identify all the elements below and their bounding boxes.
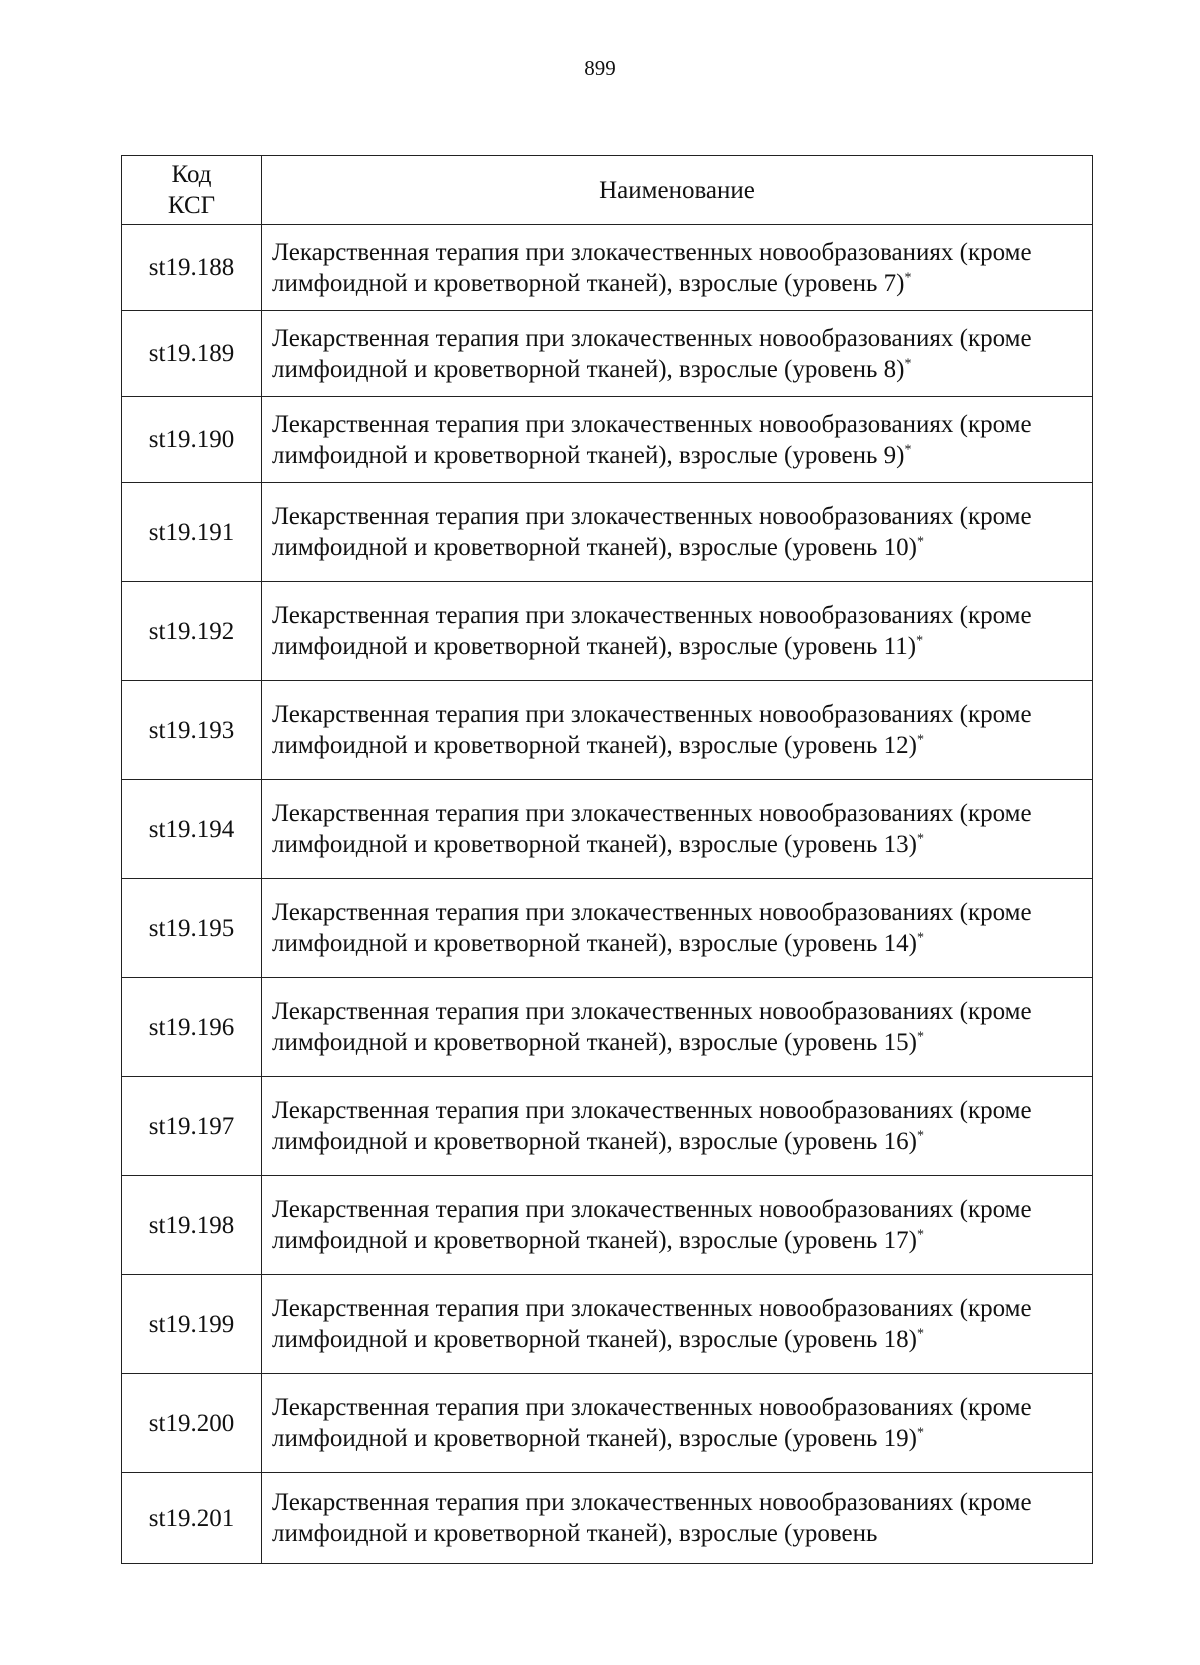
page-number: 899 xyxy=(584,56,616,80)
footnote-mark: * xyxy=(904,270,912,286)
row-code: st19.196 xyxy=(122,978,262,1077)
table-row xyxy=(122,1077,1093,1176)
row-name-text: Лекарственная терапия при злокачественных новообразованиях (кроме лимфоидной и кроветворной тканей), взрослые (уровень 14) xyxy=(272,899,1032,957)
row-name xyxy=(262,780,1093,879)
row-name-text: Лекарственная терапия при злокачественных новообразованиях (кроме лимфоидной и кроветворной тканей), взрослые (уровень xyxy=(272,1489,1032,1547)
row-name-text: Лекарственная терапия при злокачественных новообразованиях (кроме лимфоидной и кроветворной тканей), взрослые (уровень 13) xyxy=(272,800,1032,858)
footnote-mark: * xyxy=(916,633,924,649)
row-code: st19.198 xyxy=(122,1176,262,1275)
row-code: st19.200 xyxy=(122,1374,262,1473)
row-name-text: Лекарственная терапия при злокачественных новообразованиях (кроме лимфоидной и кроветворной тканей), взрослые (уровень 18) xyxy=(272,1295,1032,1353)
footnote-mark: * xyxy=(917,1227,924,1243)
row-code: st19.201 xyxy=(122,1473,262,1564)
row-code: st19.193 xyxy=(122,681,262,780)
table-row xyxy=(122,397,1093,483)
row-name-text: Лекарственная терапия при злокачественных новообразованиях (кроме лимфоидной и кроветворной тканей), взрослые (уровень 11) xyxy=(272,602,1032,660)
footnote-mark: * xyxy=(917,534,924,550)
row-name-text: Лекарственная терапия при злокачественных новообразованиях (кроме лимфоидной и кроветворной тканей), взрослые (уровень 8) xyxy=(272,324,1032,383)
footnote-mark: * xyxy=(917,1029,924,1045)
footnote-mark: * xyxy=(917,1425,924,1441)
row-name xyxy=(262,1374,1093,1473)
table-row xyxy=(122,978,1093,1077)
row-name xyxy=(262,397,1093,483)
table-row xyxy=(122,780,1093,879)
row-code: st19.188 xyxy=(122,225,262,311)
row-code: st19.197 xyxy=(122,1077,262,1176)
ksg-table xyxy=(121,155,1093,1564)
row-code: st19.192 xyxy=(122,582,262,681)
row-name-text: Лекарственная терапия при злокачественных новообразованиях (кроме лимфоидной и кроветворной тканей), взрослые (уровень 15) xyxy=(272,998,1032,1056)
row-name-text: Лекарственная терапия при злокачественных новообразованиях (кроме лимфоидной и кроветворной тканей), взрослые (уровень 17) xyxy=(272,1196,1032,1254)
row-name-text: Лекарственная терапия при злокачественных новообразованиях (кроме лимфоидной и кроветворной тканей), взрослые (уровень 7) xyxy=(272,238,1032,297)
table-header-row xyxy=(122,156,1093,225)
header-code xyxy=(122,156,262,225)
row-name xyxy=(262,1176,1093,1275)
header-code-line2: КСГ xyxy=(167,192,216,219)
row-name xyxy=(262,681,1093,780)
footnote-mark: * xyxy=(917,732,924,748)
footnote-mark: * xyxy=(904,442,912,458)
row-code: st19.195 xyxy=(122,879,262,978)
row-name-text: Лекарственная терапия при злокачественных новообразованиях (кроме лимфоидной и кроветворной тканей), взрослые (уровень 12) xyxy=(272,701,1032,759)
table-row xyxy=(122,311,1093,397)
table-row xyxy=(122,1473,1093,1564)
row-code: st19.194 xyxy=(122,780,262,879)
header-name: Наименование xyxy=(262,156,1093,225)
row-code: st19.191 xyxy=(122,483,262,582)
row-name xyxy=(262,978,1093,1077)
row-name xyxy=(262,1473,1093,1564)
row-name-text: Лекарственная терапия при злокачественных новообразованиях (кроме лимфоидной и кроветворной тканей), взрослые (уровень 10) xyxy=(272,503,1032,561)
table-row xyxy=(122,225,1093,311)
table-row xyxy=(122,1275,1093,1374)
row-code: st19.189 xyxy=(122,311,262,397)
row-code: st19.190 xyxy=(122,397,262,483)
row-name xyxy=(262,311,1093,397)
footnote-mark: * xyxy=(917,831,924,847)
table-row xyxy=(122,582,1093,681)
row-name xyxy=(262,483,1093,582)
table-row xyxy=(122,681,1093,780)
table-row xyxy=(122,1176,1093,1275)
footnote-mark: * xyxy=(917,930,924,946)
row-name xyxy=(262,1275,1093,1374)
row-name-text: Лекарственная терапия при злокачественных новообразованиях (кроме лимфоидной и кроветворной тканей), взрослые (уровень 16) xyxy=(272,1097,1032,1155)
row-name xyxy=(262,582,1093,681)
footnote-mark: * xyxy=(917,1128,924,1144)
row-name xyxy=(262,225,1093,311)
row-code: st19.199 xyxy=(122,1275,262,1374)
footnote-mark: * xyxy=(917,1326,924,1342)
row-name-text: Лекарственная терапия при злокачественных новообразованиях (кроме лимфоидной и кроветворной тканей), взрослые (уровень 9) xyxy=(272,410,1032,469)
header-code-line1: Код xyxy=(171,161,212,188)
table-row xyxy=(122,879,1093,978)
row-name xyxy=(262,879,1093,978)
table-row xyxy=(122,1374,1093,1473)
row-name xyxy=(262,1077,1093,1176)
table-row xyxy=(122,483,1093,582)
footnote-mark: * xyxy=(904,356,912,372)
row-name-text: Лекарственная терапия при злокачественных новообразованиях (кроме лимфоидной и кроветворной тканей), взрослые (уровень 19) xyxy=(272,1394,1032,1452)
